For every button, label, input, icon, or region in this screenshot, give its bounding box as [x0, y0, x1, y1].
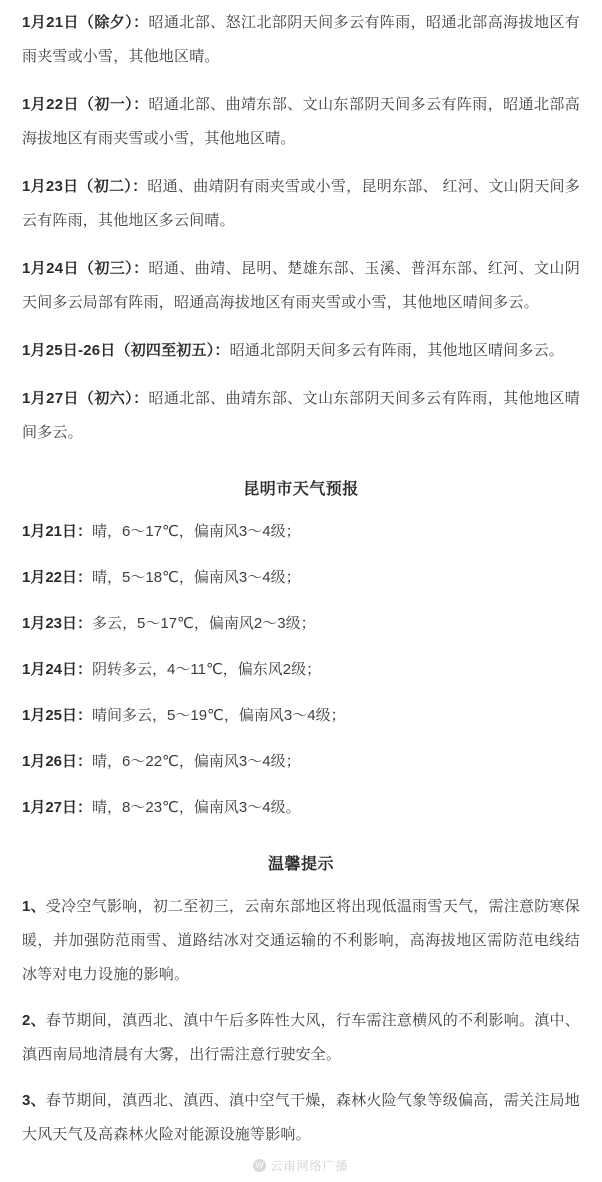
forecast-date-label: 1月25日-26日（初四至初五）： — [22, 342, 230, 359]
forecast-date-label: 1月27日（初六）： — [22, 390, 149, 407]
forecast-text: 昭通北部、曲靖东部、文山东部阴天间多云有阵雨，其他地区晴间多云。 — [22, 390, 580, 441]
county-forecast-section — [22, 6, 580, 450]
kunming-row-text: 晴，6～22℃，偏南风3～4级； — [92, 753, 301, 770]
kunming-row-text: 晴，5～18℃，偏南风3～4级； — [92, 569, 301, 586]
tip-item — [22, 890, 580, 992]
kunming-row — [22, 607, 580, 641]
tip-text: 受冷空气影响，初二至初三，云南东部地区将出现低温雨雪天气，需注意防寒保暖，并加强防范雨雪、道路结冰对交通运输的不利影响，高海拔地区需防范电线结冰等对电力设施的影响。 — [22, 898, 580, 983]
forecast-date-label: 1月23日（初二）： — [22, 178, 148, 195]
watermark — [0, 1157, 602, 1174]
kunming-row-date: 1月26日： — [22, 753, 93, 770]
kunming-row-date: 1月22日： — [22, 569, 93, 586]
kunming-row — [22, 791, 580, 825]
kunming-row — [22, 745, 580, 779]
kunming-forecast-section — [22, 476, 580, 825]
forecast-paragraph — [22, 170, 580, 238]
forecast-date-label: 1月22日（初一）： — [22, 96, 149, 113]
forecast-paragraph — [22, 252, 580, 320]
kunming-row-text: 多云，5～17℃，偏南风2～3级； — [92, 615, 316, 632]
forecast-paragraph — [22, 88, 580, 156]
kunming-row-text: 晴间多云，5～19℃，偏南风3～4级； — [92, 707, 346, 724]
kunming-row-date: 1月25日： — [22, 707, 93, 724]
tip-item — [22, 1084, 580, 1152]
kunming-row-date: 1月21日： — [22, 523, 93, 540]
kunming-row-date: 1月23日： — [22, 615, 93, 632]
tips-section — [22, 851, 580, 1152]
tip-text: 春节期间，滇西北、滇西、滇中空气干燥，森林火险气象等级偏高，需关注局地大风天气及高森林火险对能源设施等影响。 — [22, 1092, 580, 1143]
forecast-paragraph — [22, 6, 580, 74]
forecast-date-label: 1月24日（初三）： — [22, 260, 149, 277]
tip-number: 2、 — [22, 1012, 46, 1029]
watermark-text: 云南网络广播 — [270, 1159, 349, 1173]
kunming-row-text: 晴，6～17℃，偏南风3～4级； — [92, 523, 301, 540]
kunming-row — [22, 699, 580, 733]
kunming-row — [22, 515, 580, 549]
tips-section-title: 温馨提示 — [267, 856, 334, 873]
tip-text: 春节期间，滇西北、滇中午后多阵性大风，行车需注意横风的不利影响。滇中、滇西南局地清晨有大雾，出行需注意行驶安全。 — [22, 1012, 580, 1063]
forecast-date-label: 1月21日（除夕）： — [22, 14, 149, 31]
kunming-row — [22, 653, 580, 687]
forecast-text: 昭通北部、曲靖东部、文山东部阴天间多云有阵雨，昭通北部高海拔地区有雨夹雪或小雪，其他地区晴。 — [22, 96, 580, 147]
tip-item — [22, 1004, 580, 1072]
kunming-row-date: 1月27日： — [22, 799, 93, 816]
forecast-text: 昭通北部阴天间多云有阵雨，其他地区晴间多云。 — [229, 342, 565, 359]
forecast-text: 昭通、曲靖、昆明、楚雄东部、玉溪、普洱东部、红河、文山阴天间多云局部有阵雨，昭通高海拔地区有雨夹雪或小雪，其他地区晴间多云。 — [22, 260, 580, 311]
forecast-text: 昭通、曲靖阴有雨夹雪或小雪，昆明东部、 红河、文山阴天间多云有阵雨，其他地区多云间晴。 — [22, 178, 580, 229]
forecast-text: 昭通北部、怒江北部阴天间多云有阵雨，昭通北部高海拔地区有雨夹雪或小雪，其他地区晴。 — [22, 14, 580, 65]
kunming-row-date: 1月24日： — [22, 661, 93, 678]
kunming-row-text: 晴，8～23℃，偏南风3～4级。 — [92, 799, 301, 816]
kunming-row-text: 阴转多云，4～11℃，偏东风2级； — [92, 661, 322, 678]
tip-number: 1、 — [22, 898, 46, 915]
weibo-icon: W — [255, 1160, 265, 1170]
kunming-row — [22, 561, 580, 595]
forecast-paragraph — [22, 382, 580, 450]
tip-number: 3、 — [22, 1092, 46, 1109]
kunming-section-title: 昆明市天气预报 — [243, 481, 359, 498]
forecast-paragraph — [22, 334, 580, 368]
